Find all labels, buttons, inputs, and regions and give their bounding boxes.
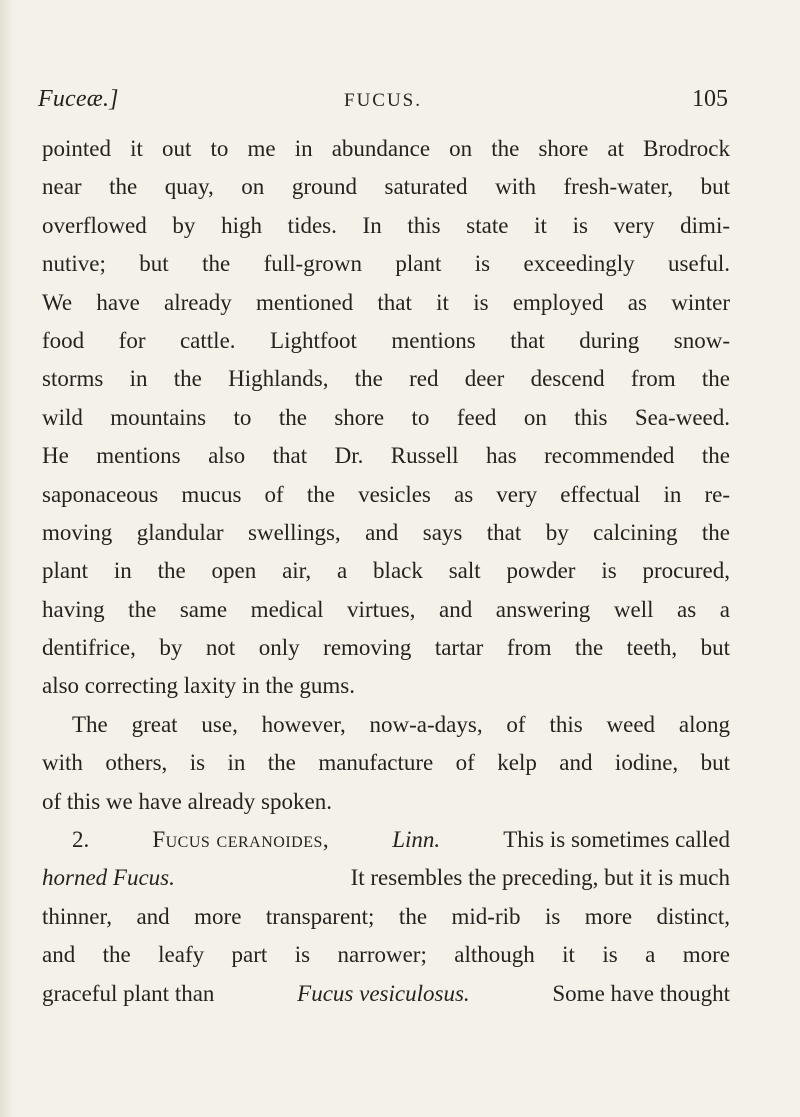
text-line: storms in the Highlands, the red deer descend from the [42,366,730,392]
running-head-section: Fuceæ.] [38,86,119,112]
text-line [42,975,730,1013]
text-line [42,859,730,897]
text-line: plant in the open air, a black salt powder is procured, [42,558,730,584]
text-line: saponaceous mucus of the vesicles as very effectual in re- [42,481,730,507]
text-line: We have already mentioned that it is employed as winter [42,289,730,315]
entry-text: graceful plant than [42,980,215,1006]
text-line: wild mountains to the shore to feed on this Sea-weed. [42,404,730,430]
common-name: horned Fucus. [42,865,175,891]
page-number: 105 [692,86,728,112]
text-line: also correcting laxity in the gums. [42,673,355,699]
text-line: near the quay, on ground saturated with fresh-water, but [42,174,730,200]
entry-text: It resembles the preceding, but it is much [350,865,730,891]
text-line: pointed it out to me in abundance on the shore at Brodrock [42,136,730,161]
running-head-title: FUCUS. [344,90,422,111]
text-line [42,821,730,859]
body-text [42,130,730,1013]
text-line: moving glandular swellings, and says that by calcining the [42,519,730,545]
entry-number: 2. [72,827,90,853]
page-gutter-shadow [0,0,14,1117]
paragraph-1 [42,130,730,706]
text-line: thinner, and more transparent; the mid-rib is more distinct, [42,903,730,929]
species-authority: Linn. [392,827,441,853]
species-name: Fucus ceranoides, [152,827,330,853]
text-line: of this we have already spoken. [42,788,332,814]
species-name-italic: Fucus vesiculosus. [297,980,470,1006]
paragraph-3-species-entry [42,821,730,1013]
text-line: with others, is in the manufacture of kelp and iodine, but [42,750,730,776]
text-line: nutive; but the full-grown plant is exceedingly useful. [42,251,730,277]
text-line: He mentions also that Dr. Russell has recommended the [42,443,730,469]
entry-text: Some have thought [552,980,730,1006]
text-line: The great use, however, now-a-days, of this weed along [72,711,730,737]
text-line: dentifrice, by not only removing tartar from the teeth, but [42,635,730,661]
text-line: having the same medical virtues, and answering well as a [42,596,730,622]
entry-text: This is sometimes called [503,827,730,853]
text-line: overflowed by high tides. In this state it is very dimi- [42,212,730,238]
text-line: food for cattle. Lightfoot mentions that during snow- [42,327,730,353]
paragraph-2 [42,706,730,821]
text-line: and the leafy part is narrower; although it is a more [42,942,730,968]
running-head [38,86,728,122]
